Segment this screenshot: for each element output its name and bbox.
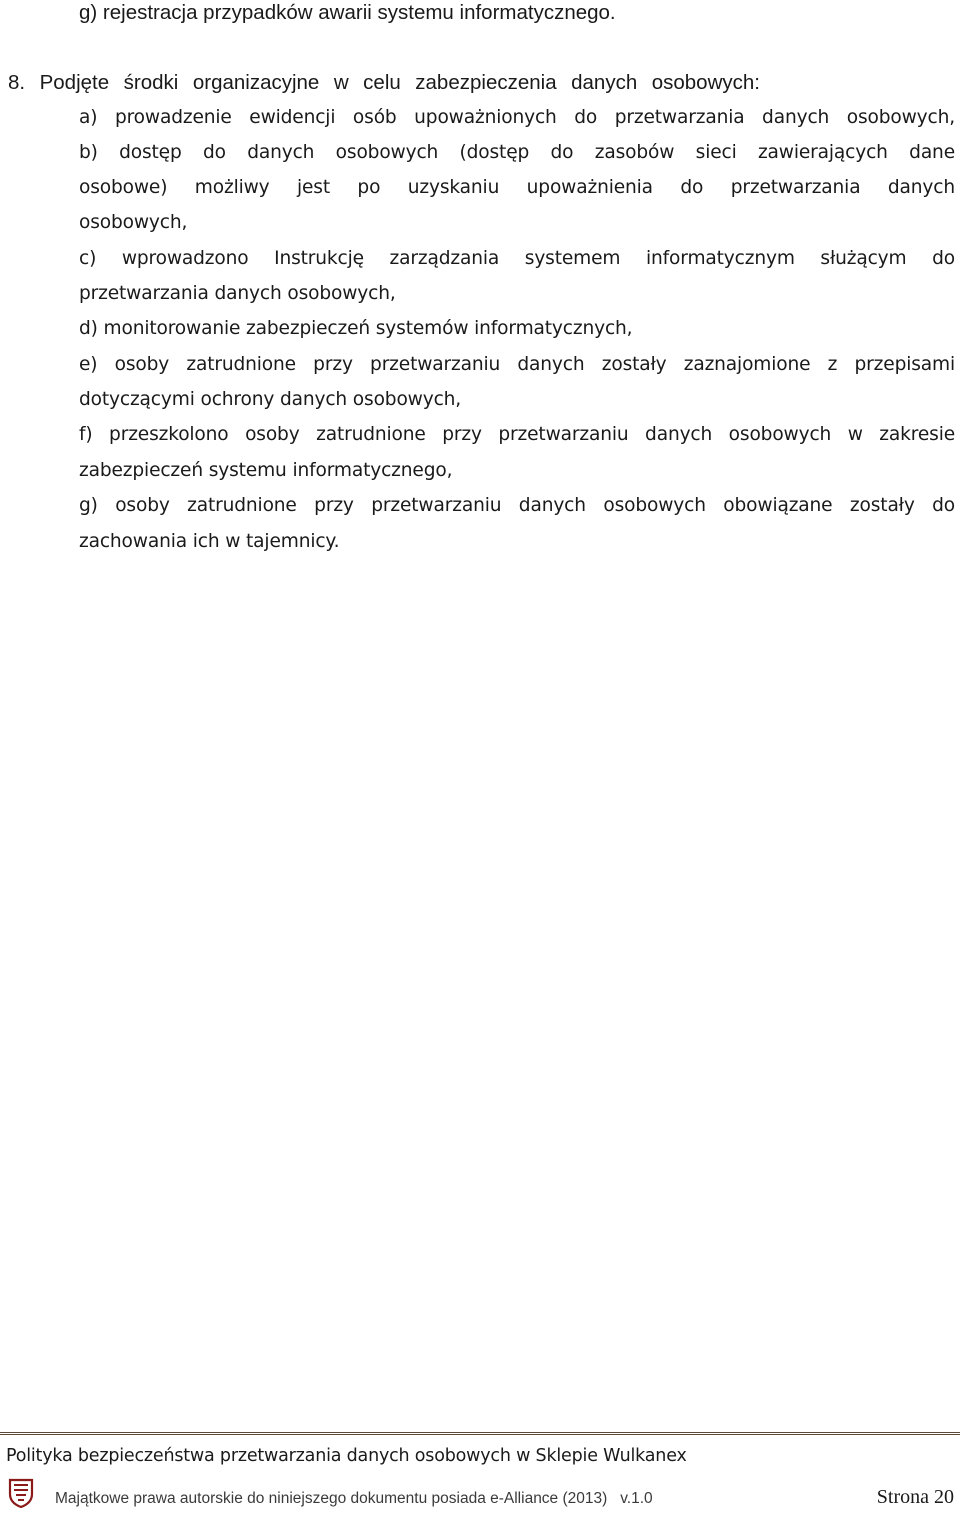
e-alliance-logo-icon: [8, 1478, 34, 1508]
item-b-line-1: b) dostęp do danych osobowych (dostęp do zasobów sieci zawierających dane: [79, 142, 955, 163]
item-b-line-3: osobowych,: [79, 212, 188, 233]
item-e-line-1: e) osoby zatrudnione przy przetwarzaniu danych zostały zaznajomione z przepisami: [79, 354, 955, 375]
footer-document-title: Polityka bezpieczeństwa przetwarzania danych osobowych w Sklepie Wulkanex: [6, 1446, 687, 1466]
item-g-rejestracja: g) rejestracja przypadków awarii systemu informatycznego.: [79, 1, 616, 24]
item-g-line-1: g) osoby zatrudnione przy przetwarzaniu danych osobowych obowiązane zostały do: [79, 495, 955, 516]
item-e-line-2: dotyczącymi ochrony danych osobowych,: [79, 389, 462, 410]
footer-divider: [0, 1432, 960, 1435]
footer-page-number: Strona 20: [876, 1486, 954, 1508]
item-d: d) monitorowanie zabezpieczeń systemów informatycznych,: [79, 318, 633, 339]
item-f-line-2: zabezpieczeń systemu informatycznego,: [79, 460, 453, 481]
item-c-line-2: przetwarzania danych osobowych,: [79, 283, 396, 304]
footer-copyright: Majątkowe prawa autorskie do niniejszego dokumentu posiada e-Alliance (2013) v.1.0: [55, 1490, 653, 1507]
item-f-line-1: f) przeszkolono osoby zatrudnione przy przetwarzaniu danych osobowych w zakresie: [79, 424, 955, 445]
item-c-line-1: c) wprowadzono Instrukcję zarządzania systemem informatycznym służącym do: [79, 248, 955, 269]
item-a: a) prowadzenie ewidencji osób upoważnionych do przetwarzania danych osobowych,: [79, 107, 955, 128]
item-b-line-2: osobowe) możliwy jest po uzyskaniu upoważnienia do przetwarzania danych: [79, 177, 955, 198]
item-g-line-2: zachowania ich w tajemnicy.: [79, 531, 340, 552]
section-8-heading: 8. Podjęte środki organizacyjne w celu zabezpieczenia danych osobowych:: [8, 71, 760, 94]
